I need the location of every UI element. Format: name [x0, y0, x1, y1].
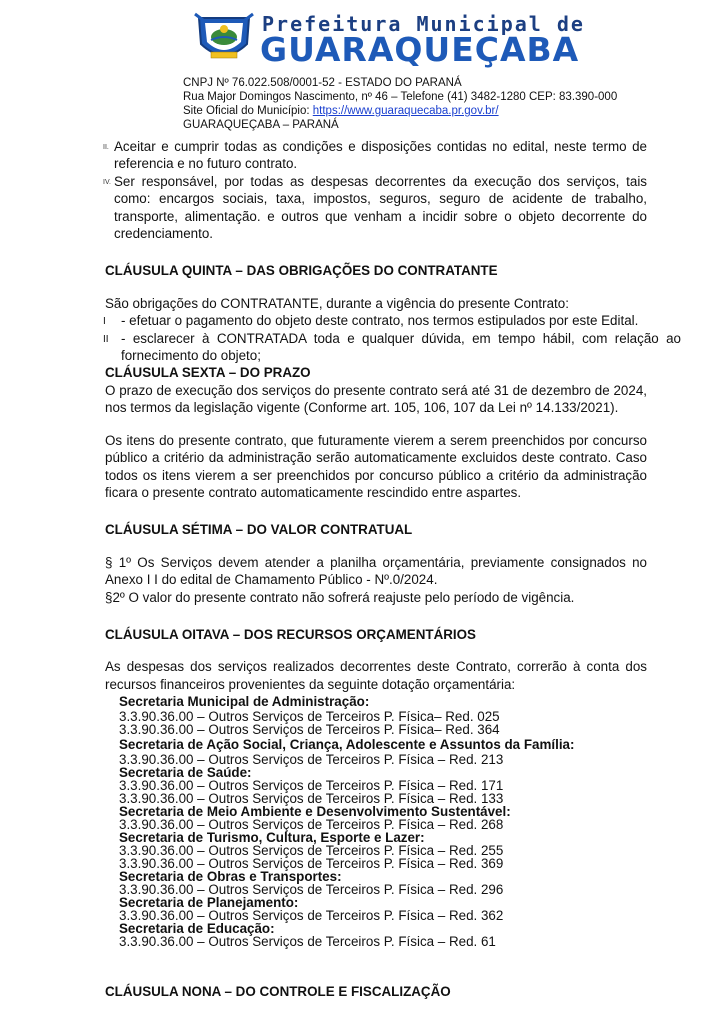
list-item [105, 138, 647, 173]
budget-section-title: Secretaria de Meio Ambiente e Desenvolvimento Sustentável: [119, 804, 511, 820]
budget-line: 3.3.90.36.00 – Outros Serviços de Terceiros P. Física – Red. 255 [119, 843, 504, 859]
clause-8-intro: As despesas dos serviços realizados decorrentes deste Contrato, correrão à conta dos recursos financeiros provenientes da seguinte dotação orçamentária: [105, 659, 647, 692]
item-number: II [103, 333, 109, 345]
clause-5-intro: São obrigações do CONTRATANTE, durante a vigência do presente Contrato: [105, 295, 569, 311]
item-number: II. [103, 144, 109, 151]
budget-line: 3.3.90.36.00 – Outros Serviços de Terceiros P. Física – Red. 213 [119, 752, 504, 768]
document-body [103, 138, 681, 1001]
header-site [183, 104, 617, 118]
budget-section-title: Secretaria de Turismo, Cultura, Esporte e Lazer: [119, 830, 425, 846]
budget-section-title: Secretaria de Educação: [119, 921, 275, 937]
clause-7-paragraph-2: §2º O valor do presente contrato não sofrerá reajuste pelo período de vigência. [105, 589, 575, 605]
budget-section-title: Secretaria de Planejamento: [119, 895, 299, 911]
budget-section-title: Secretaria de Ação Social, Criança, Adolescente e Assuntos da Família: [119, 737, 575, 753]
clause-7-paragraph-1: § 1º Os Serviços devem atender a planilha orçamentária, previamente consignados no Anexo I I do edital de Chamamento Público - Nº.0/2024. [105, 554, 647, 588]
header-city: GUARAQUEÇABA – PARANÁ [183, 119, 339, 131]
list-item [103, 330, 681, 365]
budget-line: 3.3.90.36.00 – Outros Serviços de Terceiros P. Física – Red. 171 [119, 778, 504, 794]
clause-6-title: CLÁUSULA SEXTA – DO PRAZO [105, 365, 311, 381]
header-info [183, 76, 617, 132]
item-text: Ser responsável, por todas as despesas decorrentes da execução dos serviços, tais como: encargos sociais, taxa, impostos, seguros, seguro de acidente de trabalho, transporte, alimentação. e outros que venham a incidir sobre o objeto decorrente do credenciamento. [114, 173, 647, 242]
item-text: - esclarecer à CONTRATADA toda e qualquer dúvida, em tempo hábil, com relação ao fornecimento do objeto; [121, 330, 681, 364]
budget-line: 3.3.90.36.00 – Outros Serviços de Terceiros P. Física – Red. 268 [119, 817, 504, 833]
header-title-prefeitura: Prefeitura Municipal de [262, 12, 585, 36]
clause-6-paragraph-1: O prazo de execução dos serviços do presente contrato será até 31 de dezembro de 2024, nos termos da legislação vigente (Conforme art. 105, 106, 107 da Lei nº 14.133/2021). [105, 382, 647, 416]
budget-section-title: Secretaria de Obras e Transportes: [119, 869, 342, 885]
list-item [105, 173, 647, 243]
clause-6-paragraph-2: Os itens do presente contrato, que futuramente vierem a serem preenchidos por concurso público a critério da administração serão automaticamente excluidos deste contrato. Caso todos os itens vierem a ser preenchidos por concurso público a critério da administração ficara o presente contrato automaticamente rescindido entre aspartes. [105, 432, 647, 500]
item-number: I [103, 316, 106, 328]
budget-line: 3.3.90.36.00 – Outros Serviços de Terceiros P. Física – Red. 369 [119, 856, 504, 872]
item-number: IV. [103, 178, 111, 186]
clause-5-title: CLÁUSULA QUINTA – DAS OBRIGAÇÕES DO CONTRATANTE [105, 263, 498, 279]
budget-line: 3.3.90.36.00 – Outros Serviços de Terceiros P. Física – Red. 61 [119, 934, 496, 950]
budget-section-title: Secretaria Municipal de Administração: [119, 694, 370, 710]
clause-7-title: CLÁUSULA SÉTIMA – DO VALOR CONTRATUAL [105, 522, 413, 538]
budget-line: 3.3.90.36.00 – Outros Serviços de Terceiros P. Física – Red. 296 [119, 882, 504, 898]
budget-section-title: Secretaria de Saúde: [119, 765, 252, 781]
header-address: Rua Major Domingos Nascimento, nº 46 – Telefone (41) 3482-1280 CEP: 83.390-000 [183, 91, 618, 103]
header-site-link[interactable]: https://www.guaraquecaba.pr.gov.br/ [312, 105, 499, 117]
list-item [103, 312, 681, 329]
clause-9-title: CLÁUSULA NONA – DO CONTROLE E FISCALIZAÇÃO [105, 984, 451, 1000]
budget-line: 3.3.90.36.00 – Outros Serviços de Terceiros P. Física – Red. 362 [119, 908, 504, 924]
header-cnpj: CNPJ Nº 76.022.508/0001-52 - ESTADO DO PARANÁ [183, 77, 462, 89]
item-text: Aceitar e cumprir todas as condições e disposições contidas no edital, neste termo de referencia e no futuro contrato. [114, 139, 647, 172]
header-site-label: Site Oficial do Município: [183, 105, 313, 117]
coat-of-arms-icon [193, 10, 255, 66]
item-text: - efetuar o pagamento do objeto deste contrato, nos termos estipulados por este Edital. [121, 313, 639, 329]
budget-line: 3.3.90.36.00 – Outros Serviços de Terceiros P. Física – Red. 133 [119, 791, 504, 807]
budget-line: 3.3.90.36.00 – Outros Serviços de Terceiros P. Física– Red. 025 [119, 709, 500, 725]
budget-allocation-list [119, 693, 647, 948]
budget-line: 3.3.90.36.00 – Outros Serviços de Terceiros P. Física– Red. 364 [119, 722, 500, 738]
clause-8-title: CLÁUSULA OITAVA – DOS RECURSOS ORÇAMENTÁRIOS [105, 626, 476, 642]
header-title-municipality: GUARAQUEÇABA [260, 30, 580, 69]
